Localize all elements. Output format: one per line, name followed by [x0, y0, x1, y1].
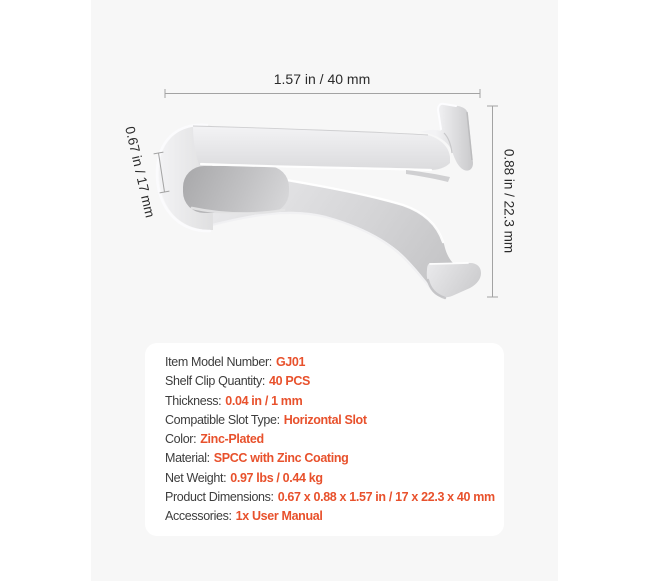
- spec-value: 40 PCS: [269, 374, 310, 389]
- spec-label: Accessories:: [165, 509, 232, 524]
- spec-value: 0.04 in / 1 mm: [225, 393, 303, 408]
- clip-upper-arm-under-lip: [406, 170, 450, 182]
- spec-label: Compatible Slot Type:: [165, 412, 280, 427]
- spec-value: Horizontal Slot: [283, 412, 367, 427]
- spec-row-quantity: [165, 372, 492, 391]
- spec-row-slot-type: [165, 411, 492, 430]
- spec-value: GJ01: [275, 355, 306, 369]
- clip-foot-top-highlight: [430, 263, 468, 264]
- spec-row-color: [165, 430, 492, 449]
- spec-row-thickness: [165, 392, 492, 411]
- spec-label: Shelf Clip Quantity:: [165, 374, 265, 389]
- height-dimension-label: 0.88 in / 22.3 mm: [501, 148, 517, 254]
- spec-label: Color:: [165, 432, 197, 447]
- spec-value: 0.67 x 0.88 x 1.57 in / 17 x 22.3 x 40 mm: [277, 490, 495, 505]
- width-dimension-label: 1.57 in / 40 mm: [273, 71, 371, 87]
- spec-value: 1x User Manual: [235, 509, 323, 524]
- clip-upper-arm: [193, 126, 450, 170]
- spec-value: 0.97 lbs / 0.44 kg: [230, 470, 323, 485]
- shelf-clip-render: [157, 104, 481, 298]
- depth-dimension-label: 0.67 in / 17 mm: [122, 124, 158, 220]
- spec-row-accessories: [165, 507, 492, 526]
- spec-row-material: [165, 449, 492, 468]
- spec-row-product-dimensions: [165, 488, 495, 507]
- spec-row-net-weight: [165, 469, 492, 488]
- spec-card: [145, 343, 504, 536]
- spec-row-model-number: [165, 353, 492, 372]
- spec-label: Product Dimensions:: [165, 490, 274, 505]
- spec-label: Thickness:: [165, 393, 222, 408]
- spec-label: Item Model Number:: [165, 355, 272, 369]
- clip-fold-inner-opening: [183, 166, 289, 213]
- spec-value: SPCC with Zinc Coating: [213, 451, 349, 466]
- spec-label: Material:: [165, 451, 210, 466]
- spec-label: Net Weight:: [165, 470, 227, 485]
- spec-value: Zinc-Plated: [200, 432, 264, 447]
